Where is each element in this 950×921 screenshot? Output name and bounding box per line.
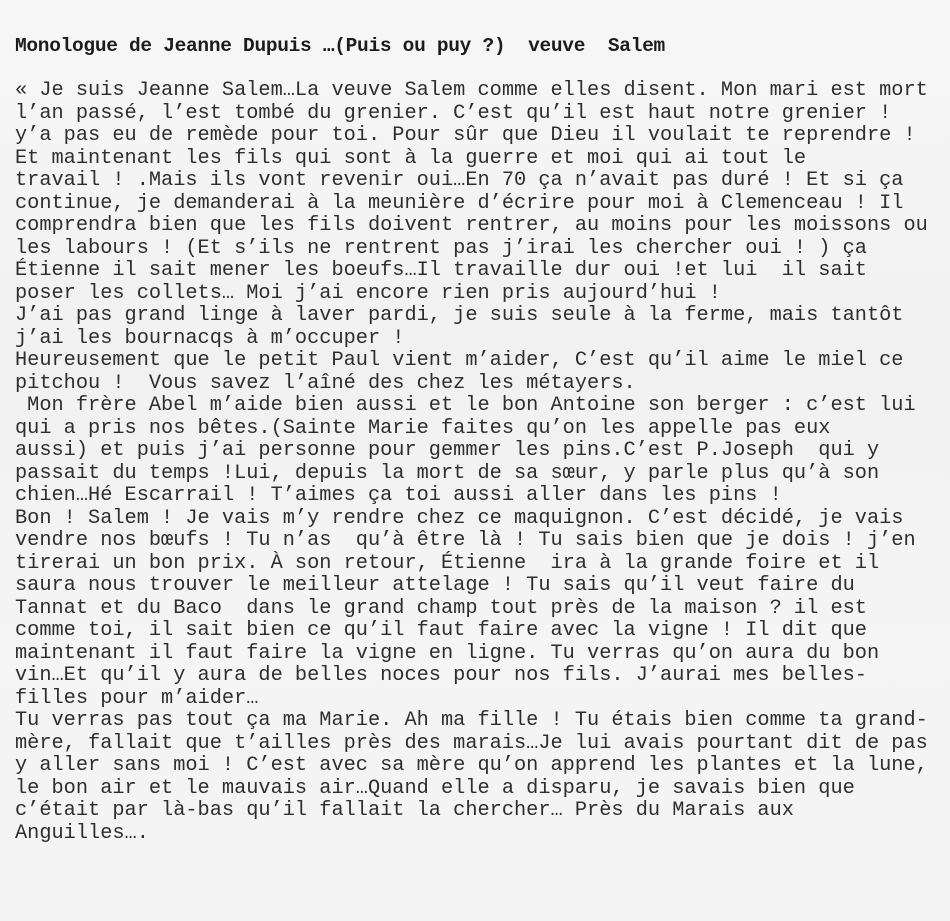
text-line: « Je suis Jeanne Salem…La veuve Salem comme elles disent. Mon mari est mort [15,79,928,102]
text-line: poser les collets… Moi j’ai encore rien pris aujourd’hui ! [15,281,721,305]
text-line: chien…Hé Escarrail ! T’aimes ça toi aussi aller dans les pins ! [15,484,782,507]
text-line: qui a pris nos bêtes.(Sainte Marie faites qu’on les appelle pas eux [15,416,831,440]
text-line: vin…Et qu’il y aura de belles noces pour nos fils. J’aurai mes belles- [15,664,867,687]
text-line: Bon ! Salem ! Je vais m’y rendre chez ce maquignon. C’est décidé, je vais [15,506,904,530]
text-line: passait du temps !Lui, depuis la mort de sa sœur, y parle plus qu’à son [15,461,880,485]
text-line: comprendra bien que les fils doivent rentrer, au moins pour les moissons ou [15,214,928,237]
text-line: j’ai les bournacqs à m’occuper ! [15,326,405,350]
text-line: Mon frère Abel m’aide bien aussi et le bon Antoine son berger : c’est lui [15,394,916,417]
text-line: pitchou ! Vous savez l’aîné des chez les métayers. [15,371,636,395]
text-line: y’a pas eu de remède pour toi. Pour sûr que Dieu il voulait te reprendre ! [15,124,916,147]
document-title: Monologue de Jeanne Dupuis …(Puis ou puy ?) veuve Salem [15,35,665,57]
text-line: Étienne il sait mener les boeufs…Il travaille dur oui !et lui il sait [15,259,867,282]
text-line: saura nous trouver le meilleur attelage ! Tu sais qu’il veut faire du [15,574,855,597]
text-line: continue, je demanderai à la meunière d’écrire pour moi à Clemenceau ! Il [15,191,904,215]
text-line: maintenant il faut faire la vigne en ligne. Tu verras qu’on aura du bon [15,641,880,665]
text-line: J’ai pas grand linge à laver pardi, je suis seule à la ferme, mais tantôt [15,304,904,327]
text-line: Et maintenant les fils qui sont à la guerre et moi qui ai tout le [15,146,807,170]
text-line: travail ! .Mais ils vont revenir oui…En 70 ça n’avait pas duré ! Et si ça [15,169,904,192]
text-line: Heureusement que le petit Paul vient m’aider, C’est qu’il aime le miel ce [15,349,904,372]
text-line: Tannat et du Baco dans le grand champ tout près de la maison ? il est [15,596,867,620]
text-line: filles pour m’aider… [15,686,259,710]
text-line: l’an passé, l’est tombé du grenier. C’est qu’il est haut notre grenier ! [15,101,892,125]
text-line: Tu verras pas tout ça ma Marie. Ah ma fille ! Tu étais bien comme ta grand- [15,709,928,732]
text-line: mère, fallait que t’ailles près des marais…Je lui avais pourtant dit de pas [15,731,928,755]
text-line: c’était par là-bas qu’il fallait la chercher… Près du Marais aux [15,799,794,822]
text-line: y aller sans moi ! C’est avec sa mère qu’on apprend les plantes et la lune, [15,754,928,777]
text-line: comme toi, il sait bien ce qu’il faut faire avec la vigne ! Il dit que [15,619,867,642]
text-line: le bon air et le mauvais air…Quand elle a disparu, je savais bien que [15,776,855,800]
text-line: les labours ! (Et s’ils ne rentrent pas j’irai les chercher oui ! ) ça [15,236,867,260]
text-line: aussi) et puis j’ai personne pour gemmer les pins.C’est P.Joseph qui y [15,439,880,462]
text-line: tirerai un bon prix. À son retour, Étienne ira à la grande foire et il [15,551,880,575]
monologue-text [15,80,928,845]
text-line: vendre nos bœufs ! Tu n’as qu’à être là ! Tu sais bien que je dois ! j’en [15,529,916,552]
text-line: Anguilles…. [15,821,149,845]
